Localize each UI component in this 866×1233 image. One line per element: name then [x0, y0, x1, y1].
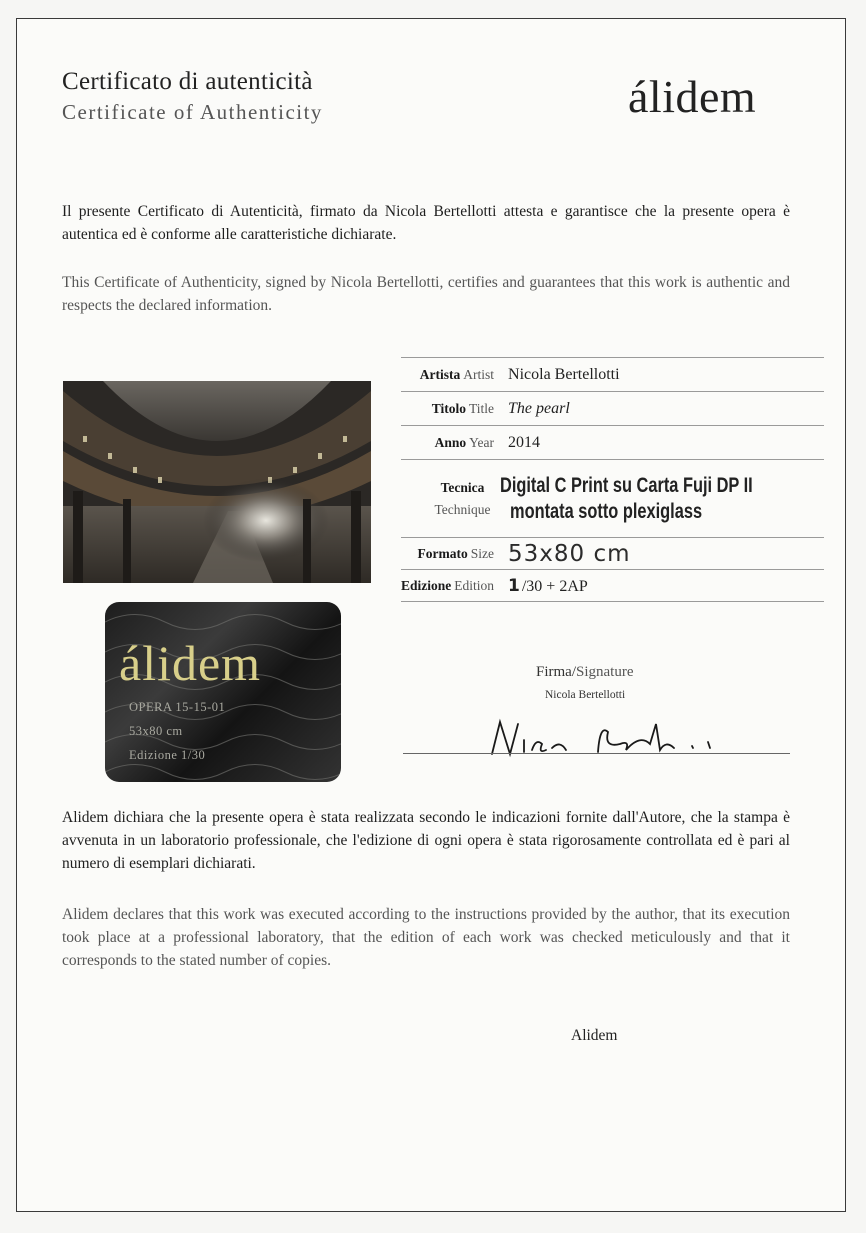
spec-row-edition: [401, 570, 824, 602]
signature-label: Firma/Signature: [536, 664, 634, 680]
hologram-size: 53x80 cm: [129, 724, 183, 738]
spec-label-it: Formato: [417, 545, 468, 561]
technique-line-1: Digital C Print su Carta Fuji DP II: [500, 473, 753, 497]
signature-label-it: Firma: [536, 664, 572, 680]
spec-label-en: Size: [470, 545, 495, 561]
artwork-specs-table: [401, 357, 824, 602]
closing-signatory: Alidem: [571, 1027, 618, 1044]
artwork-photo: [63, 381, 371, 583]
artist-value: Nicola Bertellotti: [508, 358, 824, 392]
title-value: The pearl: [508, 392, 824, 426]
hologram-serial: OPERA 15-15-01: [129, 700, 226, 714]
spec-row-size: [401, 538, 824, 570]
hologram-edition: Edizione 1/30: [129, 748, 206, 762]
size-value: 53x80 cm: [508, 540, 631, 567]
alidem-logo: álidem: [628, 71, 757, 122]
spec-row-technique: [401, 460, 824, 538]
handwritten-signature: [480, 714, 740, 767]
certificate-title-italian: Certificato di autenticità: [62, 68, 313, 95]
spec-label-en: Technique: [434, 501, 491, 517]
declaration-paragraph-italian: Alidem dichiara che la presente opera è stata realizzata secondo le indicazioni fornite dall'Autore, che la stampa è avvenuta in un laboratorio professionale, che l'edizione di ogni opera è stata rigorosamente controllata ed è pari al numero di esemplari dichiarati.: [62, 809, 790, 872]
spec-row-artist: [401, 358, 824, 392]
spec-label-it: Artista: [419, 366, 461, 382]
spec-row-year: [401, 426, 824, 460]
edition-number: 1: [508, 575, 520, 596]
hologram-logo: álidem: [119, 635, 262, 691]
year-value: 2014: [508, 426, 824, 460]
spec-label-it: Tecnica: [440, 479, 485, 495]
declaration-paragraph-english: Alidem declares that this work was executed according to the instructions provided by the author, that its execution took place at a professional laboratory, that the edition of each work was checked meticulously and that it corresponds to the stated number of copies.: [62, 906, 790, 969]
spec-label-en: Artist: [463, 366, 495, 382]
certificate-title-english: Certificate of Authenticity: [62, 100, 323, 124]
spec-label-en: Year: [469, 434, 495, 450]
hologram-seal: [105, 602, 341, 782]
intro-paragraph-english: This Certificate of Authenticity, signed by Nicola Bertellotti, certifies and guarantees that this work is authentic and respects the declared information.: [62, 274, 790, 314]
signature-line: [403, 753, 790, 754]
spec-label-it: Edizione: [401, 577, 452, 593]
signer-name: Nicola Bertellotti: [545, 689, 626, 701]
spec-label-it: Titolo: [431, 400, 466, 416]
signature-label-en: Signature: [576, 664, 634, 680]
intro-paragraph-italian: Il presente Certificato di Autenticità, firmato da Nicola Bertellotti attesta e garantisce che la presente opera è autentica ed è conforme alle caratteristiche dichiarate.: [62, 203, 790, 243]
spec-label-en: Edition: [454, 577, 495, 593]
edition-value: /30 + 2AP: [521, 577, 588, 595]
spec-row-title: [401, 392, 824, 426]
technique-line-2: montata sotto plexiglass: [510, 499, 703, 523]
spec-label-en: Title: [468, 400, 495, 416]
spec-label-it: Anno: [434, 434, 467, 450]
